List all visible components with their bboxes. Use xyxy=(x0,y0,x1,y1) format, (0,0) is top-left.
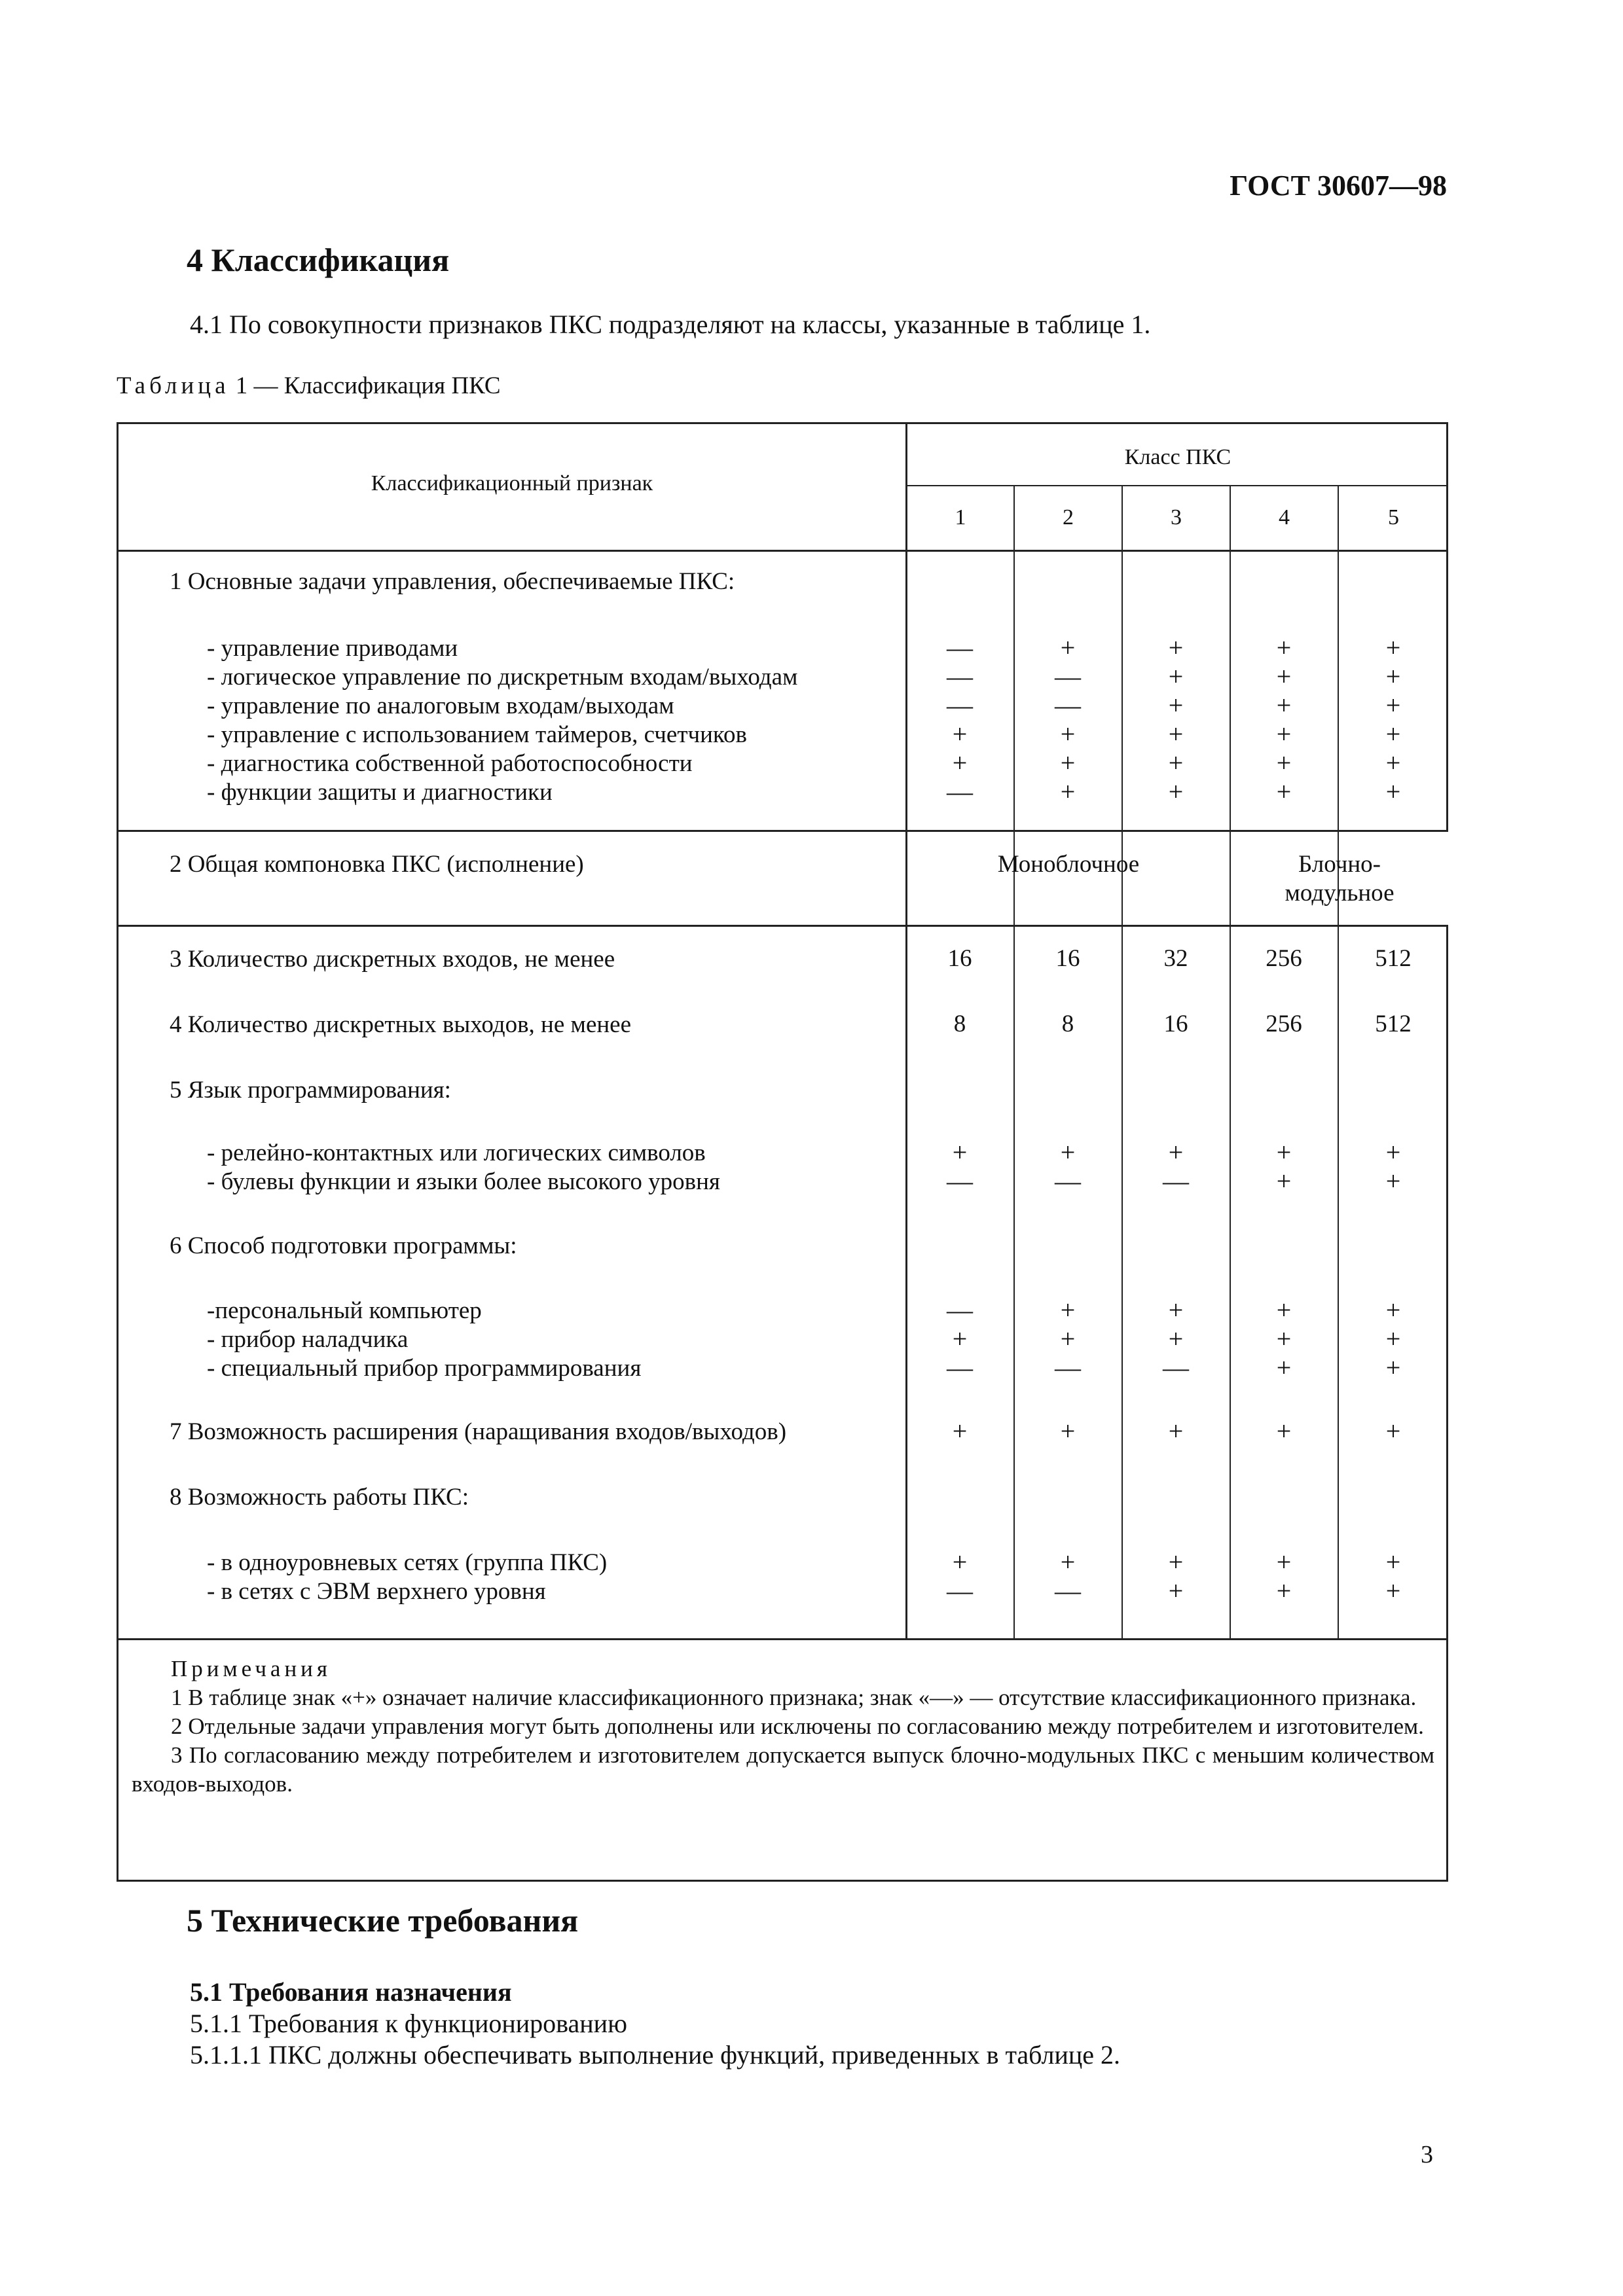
class-value: — xyxy=(1055,1166,1081,1196)
class-value: + xyxy=(1060,633,1076,662)
row-label: - релейно-контактных или логических символов xyxy=(207,1139,706,1166)
class-value: + xyxy=(952,748,968,778)
row-label: - булевы функции и языки более высокого уровня xyxy=(207,1168,720,1195)
class-value: + xyxy=(1385,1547,1401,1577)
class-value: + xyxy=(1168,1576,1184,1605)
header-feature: Классификационный признак xyxy=(371,471,653,495)
note-2: 2 Отдельные задачи управления могут быть дополнены или исключены по согласованию между потребителем и изготовителем. xyxy=(171,1713,1424,1739)
class-value: + xyxy=(1168,748,1184,778)
row-label: -персональный компьютер xyxy=(207,1297,482,1324)
class-value: + xyxy=(1276,1353,1292,1382)
class-value: 512 xyxy=(1375,945,1412,972)
class-value: + xyxy=(952,1324,968,1354)
row-label: - в одноуровневых сетях (группа ПКС) xyxy=(207,1549,608,1576)
class-value: + xyxy=(1385,1295,1401,1325)
section-4-heading: 4 Классификация xyxy=(187,242,450,278)
class-number: 3 xyxy=(1171,505,1182,529)
class-value: + xyxy=(1168,662,1184,691)
class-value: 256 xyxy=(1266,945,1302,972)
composition-block: Блочно- xyxy=(1298,851,1381,878)
class-value: + xyxy=(1385,1353,1401,1382)
subsection-5-1: 5.1 Требования назначения xyxy=(190,1977,512,2007)
class-value: + xyxy=(1168,1295,1184,1325)
class-value: 256 xyxy=(1266,1011,1302,1037)
row-label: - специальный прибор программирования xyxy=(207,1355,642,1382)
row-label: - управление по аналоговым входам/выходам xyxy=(207,692,674,719)
class-value: + xyxy=(1385,748,1401,778)
row-label: - в сетях с ЭВМ верхнего уровня xyxy=(207,1578,546,1605)
class-value: + xyxy=(1276,691,1292,720)
page-number: 3 xyxy=(1421,2141,1433,2168)
class-value: + xyxy=(1060,777,1076,806)
class-number: 4 xyxy=(1279,505,1290,529)
class-value: + xyxy=(1385,777,1401,806)
class-value: — xyxy=(947,1295,973,1325)
class-value: 16 xyxy=(947,945,972,972)
row-label: - прибор наладчика xyxy=(207,1326,409,1353)
class-value: + xyxy=(952,1138,968,1167)
table-divider xyxy=(119,1638,1448,1640)
class-number: 2 xyxy=(1063,505,1074,529)
row-label: - логическое управление по дискретным входам/выходам xyxy=(207,664,798,691)
class-value: — xyxy=(1163,1166,1189,1196)
table-divider xyxy=(1338,485,1339,1638)
group-title: 7 Возможность расширения (наращивания входов/выходов) xyxy=(170,1418,787,1445)
row-label: - управление с использованием таймеров, счетчиков xyxy=(207,721,747,748)
class-value: + xyxy=(1060,748,1076,778)
row-label: - управление приводами xyxy=(207,635,458,662)
group-title: 3 Количество дискретных входов, не менее xyxy=(170,946,615,973)
class-value: — xyxy=(947,1576,973,1605)
class-value: — xyxy=(947,1353,973,1382)
class-value: + xyxy=(1276,1324,1292,1354)
class-value: + xyxy=(1385,1166,1401,1196)
class-value: + xyxy=(1168,1547,1184,1577)
class-value: — xyxy=(1163,1353,1189,1382)
class-value: + xyxy=(1276,777,1292,806)
class-value: + xyxy=(1060,1295,1076,1325)
composition-block: модульное xyxy=(1285,880,1395,906)
table-divider xyxy=(119,830,1448,832)
row-label: - функции защиты и диагностики xyxy=(207,779,553,806)
class-value: — xyxy=(1055,1576,1081,1605)
header-class: Класс ПКС xyxy=(1124,445,1231,469)
class-number: 1 xyxy=(955,505,966,529)
table-divider xyxy=(905,424,907,1638)
class-value: 32 xyxy=(1163,945,1188,972)
class-value: + xyxy=(1060,1416,1076,1446)
class-value: + xyxy=(1385,691,1401,720)
class-value: + xyxy=(1168,1138,1184,1167)
class-value: — xyxy=(947,633,973,662)
class-value: + xyxy=(1276,1166,1292,1196)
class-value: 8 xyxy=(1061,1011,1074,1037)
subsection-5-1-1: 5.1.1 Требования к функционированию xyxy=(190,2009,627,2038)
class-value: — xyxy=(1055,1353,1081,1382)
class-value: + xyxy=(1276,719,1292,749)
class-value: + xyxy=(1276,633,1292,662)
class-value: 8 xyxy=(953,1011,966,1037)
class-value: + xyxy=(1385,1324,1401,1354)
class-value: — xyxy=(947,777,973,806)
class-value: + xyxy=(1385,1576,1401,1605)
class-value: — xyxy=(947,1166,973,1196)
table-divider xyxy=(1230,485,1231,1638)
class-value: + xyxy=(1385,719,1401,749)
class-value: + xyxy=(1385,1416,1401,1446)
class-value: + xyxy=(1385,662,1401,691)
table-divider xyxy=(1122,485,1123,1638)
group-title: 4 Количество дискретных выходов, не менее xyxy=(170,1011,632,1038)
note-3: 3 По согласованию между потребителем и изготовителем допускается выпуск блочно-модульных ПКС с меньшим количеством входов-выходов. xyxy=(132,1742,1434,1797)
table-divider xyxy=(119,550,1448,552)
table-divider xyxy=(119,925,1448,927)
group-title: 6 Способ подготовки программы: xyxy=(170,1232,517,1259)
table-divider xyxy=(1013,485,1015,1638)
classification-table xyxy=(117,422,1448,1882)
group-title: 1 Основные задачи управления, обеспечиваемые ПКС: xyxy=(170,568,735,595)
class-value: + xyxy=(1276,1295,1292,1325)
class-value: + xyxy=(952,719,968,749)
class-value: + xyxy=(1276,1416,1292,1446)
class-value: + xyxy=(1168,777,1184,806)
group-title: 8 Возможность работы ПКС: xyxy=(170,1484,469,1511)
row-label: - диагностика собственной работоспособности xyxy=(207,750,693,777)
section-5-heading: 5 Технические требования xyxy=(187,1902,579,1939)
class-value: + xyxy=(1060,1138,1076,1167)
paragraph-5-1-1-1: 5.1.1.1 ПКС должны обеспечивать выполнение функций, приведенных в таблице 2. xyxy=(190,2040,1121,2070)
class-value: + xyxy=(1168,633,1184,662)
table-caption-title: 1 — Классификация ПКС xyxy=(235,372,501,399)
note-1: 1 В таблице знак «+» означает наличие классификационного признака; знак «—» — отсутствие классификационного признака. xyxy=(171,1685,1417,1710)
class-value: + xyxy=(952,1416,968,1446)
class-value: 16 xyxy=(1163,1011,1188,1037)
class-value: + xyxy=(1276,662,1292,691)
group-title: 5 Язык программирования: xyxy=(170,1077,451,1103)
class-value: — xyxy=(1055,691,1081,720)
class-value: + xyxy=(1060,719,1076,749)
class-value: + xyxy=(1276,1547,1292,1577)
class-value: + xyxy=(1060,1547,1076,1577)
composition-mono: Моноблочное xyxy=(997,851,1140,878)
class-value: 512 xyxy=(1375,1011,1412,1037)
table-caption xyxy=(117,372,501,400)
class-value: + xyxy=(1385,1138,1401,1167)
class-value: + xyxy=(1276,1576,1292,1605)
class-value: 16 xyxy=(1055,945,1080,972)
class-value: + xyxy=(952,1547,968,1577)
class-value: — xyxy=(947,662,973,691)
class-value: + xyxy=(1168,719,1184,749)
class-value: + xyxy=(1060,1324,1076,1354)
class-value: + xyxy=(1276,1138,1292,1167)
standard-number: ГОСТ 30607—98 xyxy=(1230,170,1447,202)
class-value: — xyxy=(1055,662,1081,691)
notes-heading: Примечания xyxy=(171,1656,332,1681)
class-value: + xyxy=(1385,633,1401,662)
table-notes xyxy=(132,1655,1434,1799)
table-divider xyxy=(905,485,1448,486)
class-value: + xyxy=(1168,691,1184,720)
class-value: + xyxy=(1168,1416,1184,1446)
class-value: + xyxy=(1168,1324,1184,1354)
class-value: + xyxy=(1276,748,1292,778)
group-title: 2 Общая компоновка ПКС (исполнение) xyxy=(170,851,584,878)
class-value: — xyxy=(947,691,973,720)
class-number: 5 xyxy=(1388,505,1399,529)
paragraph-4-1: 4.1 По совокупности признаков ПКС подразделяют на классы, указанные в таблице 1. xyxy=(190,310,1151,339)
table-caption-prefix: Таблица xyxy=(117,372,230,399)
